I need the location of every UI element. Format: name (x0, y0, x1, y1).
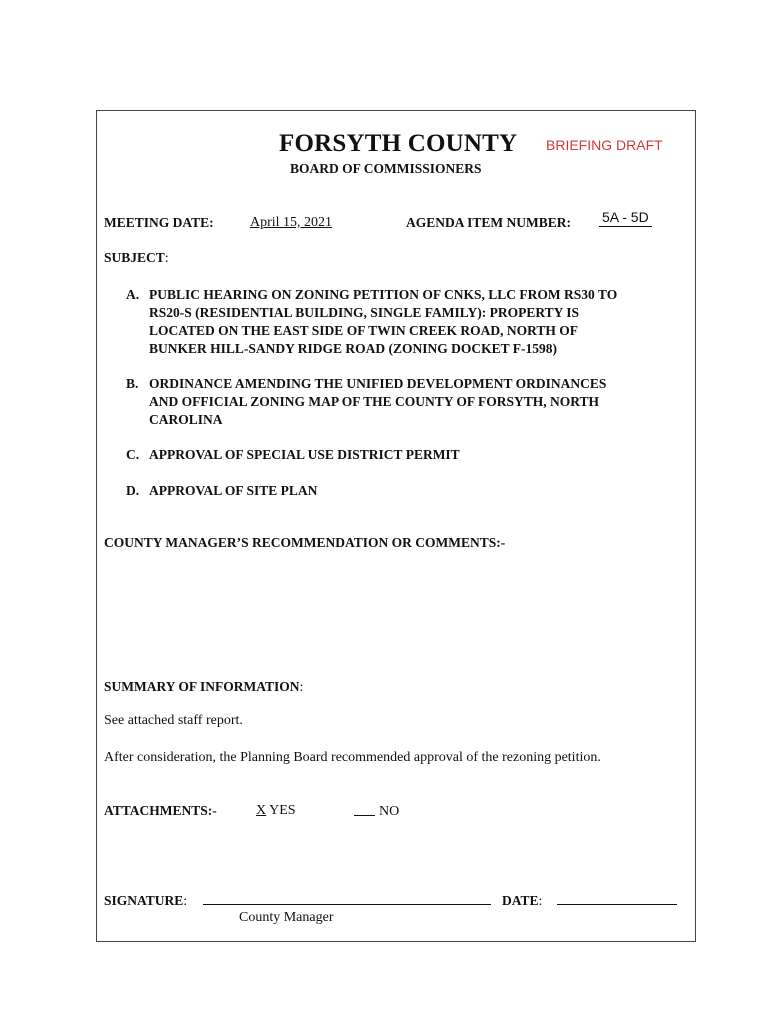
agenda-item-label: AGENDA ITEM NUMBER: (406, 215, 572, 230)
subject-item-letter: C. (126, 447, 140, 462)
subject-item-text: APPROVAL OF SPECIAL USE DISTRICT PERMIT (149, 447, 460, 462)
subject-label: SUBJECT (104, 250, 165, 265)
summary-label: SUMMARY OF INFORMATION (104, 679, 300, 694)
meeting-date-value: April 15, 2021 (250, 215, 333, 230)
subject-item-text: PUBLIC HEARING ON ZONING PETITION OF CNKS, LLC FROM RS30 TO RS20-S (RESIDENTIAL BUILDING, SINGLE FAMILY): PROPERTY IS LOCATED ON THE EAST SIDE OF TWIN CREEK ROAD, NORTH OF BUNKER HILL-SANDY RIDGE ROAD (ZONING DOCKET F-1598) (149, 287, 618, 356)
subject-item-text: ORDINANCE AMENDING THE UNIFIED DEVELOPMENT ORDINANCES AND OFFICIAL ZONING MAP OF THE COUNTY OF FORSYTH, NORTH CAROLINA (149, 376, 607, 427)
signature-heading (104, 892, 187, 910)
attachments-yes-option (250, 803, 296, 819)
subject-item-text: APPROVAL OF SITE PLAN (149, 483, 318, 498)
date-colon: : (538, 894, 543, 909)
agenda-item-value: 5A - 5D (599, 209, 652, 227)
manager-recommendation-label: COUNTY MANAGER’S RECOMMENDATION OR COMMENTS:- (104, 535, 506, 550)
subject-item-letter: D. (126, 483, 140, 498)
signature-label: SIGNATURE (104, 893, 184, 908)
signature-caption: County Manager (239, 910, 334, 925)
date-label: DATE (502, 893, 539, 908)
attachments-yes-mark: X (256, 803, 267, 818)
signature-colon: : (183, 894, 188, 909)
date-line (557, 904, 677, 905)
meeting-date-label: MEETING DATE: (104, 215, 214, 230)
summary-colon: : (299, 680, 304, 695)
subject-colon: : (164, 251, 169, 266)
subject-heading (104, 249, 169, 267)
subject-item-letter: A. (126, 287, 140, 302)
document-subtitle: BOARD OF COMMISSIONERS (290, 161, 482, 176)
attachments-no-label: NO (379, 804, 400, 819)
date-heading (502, 892, 542, 910)
subject-item-letter: B. (126, 376, 139, 391)
attachments-no-option (354, 803, 399, 820)
summary-paragraph-2: After consideration, the Planning Board recommended approval of the rezoning petition. (104, 750, 601, 765)
document-title: FORSYTH COUNTY (279, 130, 518, 157)
briefing-draft-label: BRIEFING DRAFT (546, 137, 663, 153)
summary-paragraph-1: See attached staff report. (104, 713, 243, 728)
attachments-yes-label: YES (269, 803, 296, 818)
attachments-no-blank (354, 803, 375, 816)
summary-heading (104, 678, 303, 696)
attachments-label: ATTACHMENTS:- (104, 803, 217, 818)
signature-line (203, 904, 491, 905)
